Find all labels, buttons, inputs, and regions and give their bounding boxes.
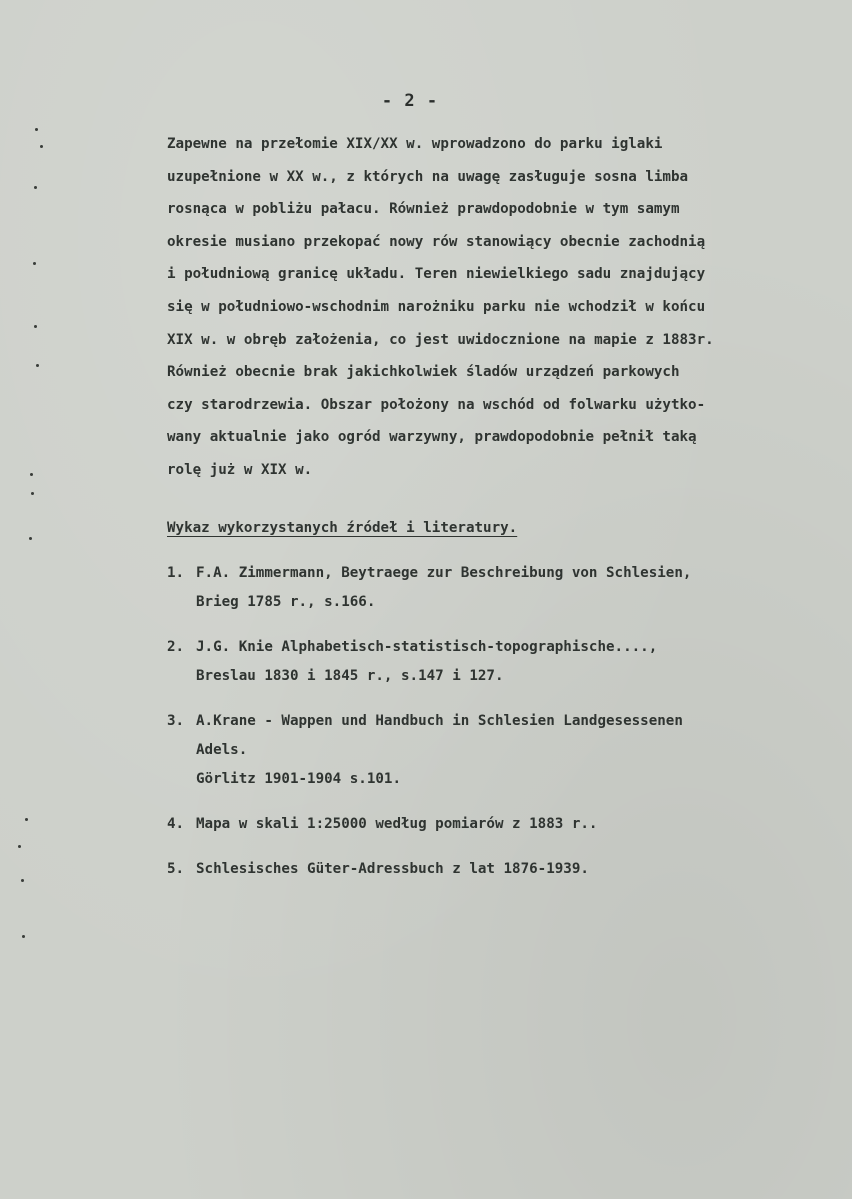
list-item-text: A.Krane - Wappen und Handbuch in Schlesien Landgesessenen Adels. Görlitz 1901-1904 s.101.: [196, 713, 683, 787]
body-paragraph: Zapewne na przełomie XIX/XX w. wprowadzono do parku iglaki uzupełnione w XX w., z których na uwagę zasługuje sosna limba rosnąca w pobliżu pałacu. Również prawdopodobnie w tym samym okresie musiano przekopać nowy rów stanowiący obecnie zachodnią i południową granicę układu. Teren niewielkiego sadu znajdujący się w południowo-wschodnim narożniku parku nie wchodził w końcu XIX w. w obręb założenia, co jest uwidocznione na mapie z 1883r. Również obecnie brak jakichkolwiek śladów urządzeń parkowych czy starodrzewia. Obszar położony na wschód od folwarku użytko- wany aktualnie jako ogród warzywny, prawdopodobnie pełnił taką rolę już w XIX w.: [167, 136, 714, 478]
sources-heading: Wykaz wykorzystanych źródeł i literatury.: [167, 520, 518, 536]
binding-mark: [30, 473, 33, 476]
list-item: [167, 707, 847, 794]
binding-mark: [18, 845, 21, 848]
list-item-text: F.A. Zimmermann, Beytraege zur Beschreibung von Schlesien, Brieg 1785 r., s.166.: [196, 565, 692, 610]
list-item-text: J.G. Knie Alphabetisch-statistisch-topographische...., Breslau 1830 i 1845 r., s.147 i 127.: [196, 639, 658, 684]
binding-mark: [34, 325, 37, 328]
binding-mark: [34, 186, 37, 189]
sources-list: [167, 559, 847, 900]
binding-mark: [25, 818, 28, 821]
binding-mark: [36, 364, 39, 367]
list-item-number: 2.: [167, 639, 185, 655]
binding-mark: [21, 879, 24, 882]
list-item: [167, 559, 847, 617]
binding-mark: [33, 262, 36, 265]
list-item: [167, 633, 847, 691]
list-item-number: 4.: [167, 816, 185, 832]
binding-mark: [29, 537, 32, 540]
page-number: - 2 -: [381, 91, 439, 111]
list-item: [167, 810, 847, 839]
list-item-number: 3.: [167, 713, 185, 729]
list-item: [167, 855, 847, 884]
list-item-text: Mapa w skali 1:25000 według pomiarów z 1883 r..: [196, 816, 598, 832]
list-item-number: 1.: [167, 565, 185, 581]
list-item-number: 5.: [167, 861, 185, 877]
binding-mark: [40, 145, 43, 148]
list-item-text: Schlesisches Güter-Adressbuch z lat 1876-1939.: [196, 861, 589, 877]
binding-mark: [35, 128, 38, 131]
binding-mark: [22, 935, 25, 938]
binding-mark: [31, 492, 34, 495]
